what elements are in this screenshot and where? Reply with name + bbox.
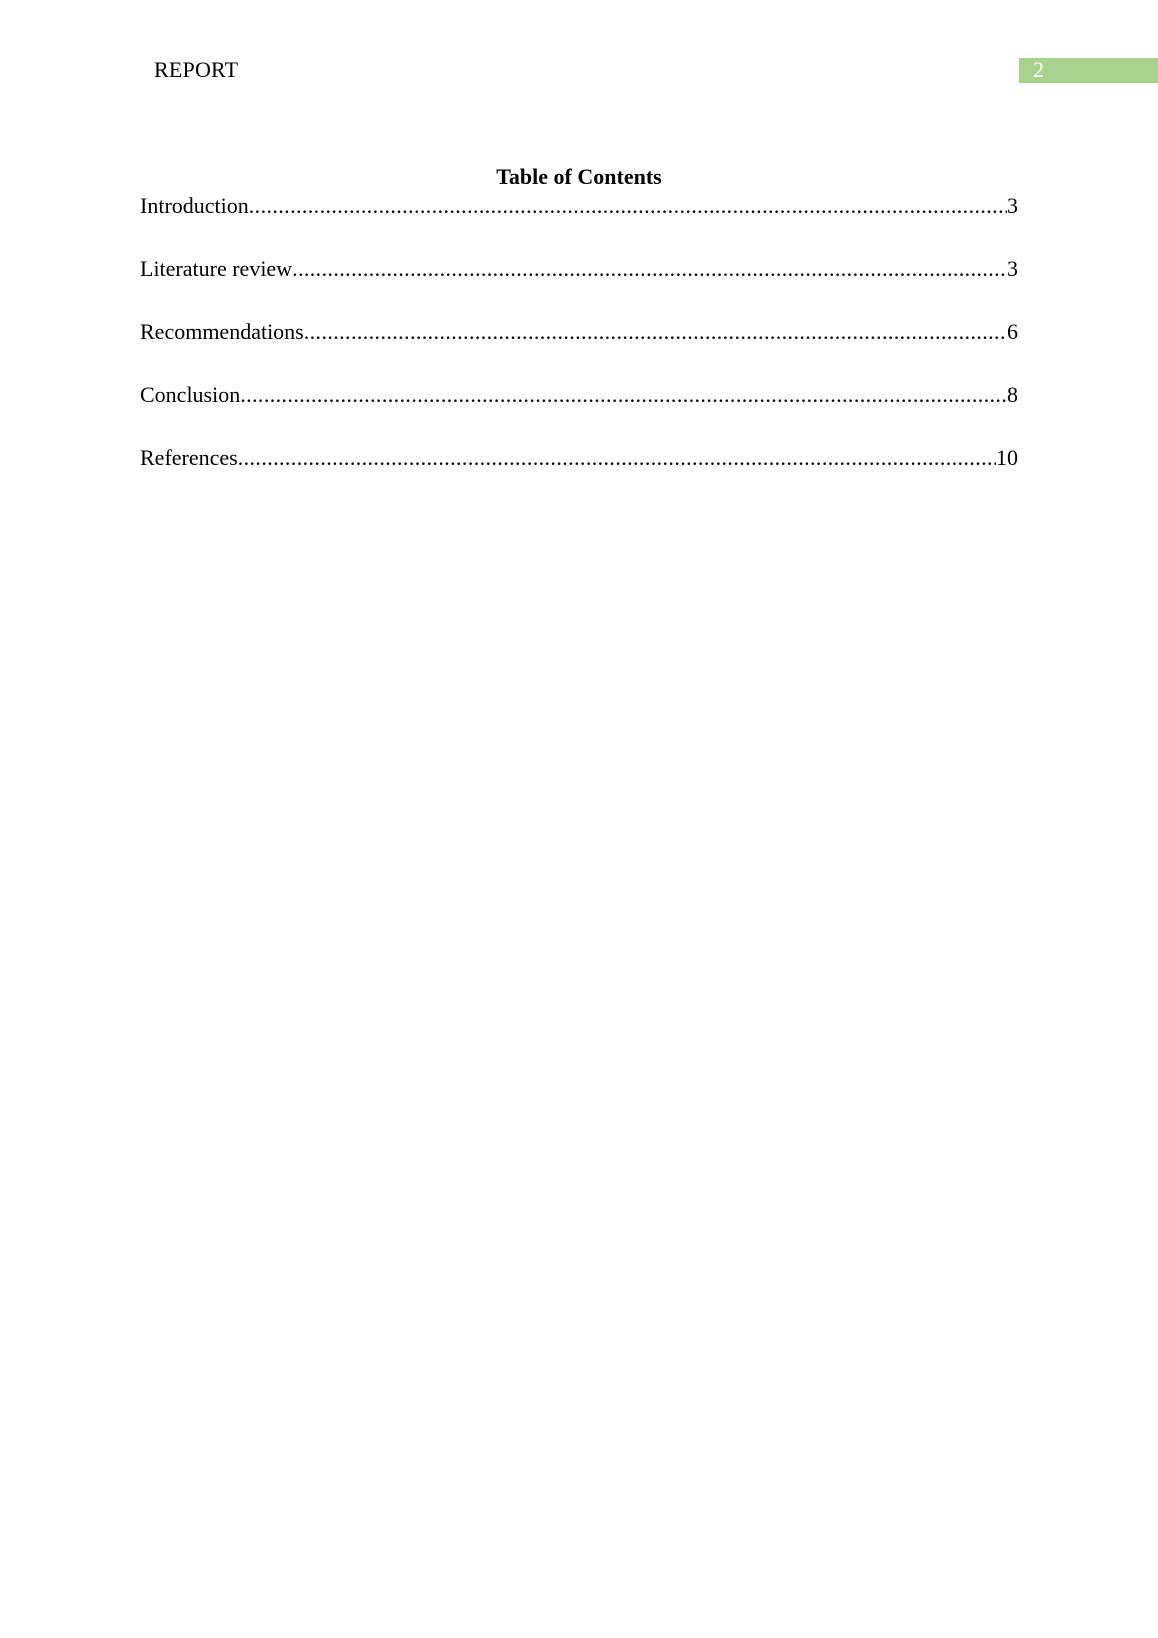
toc-entry-page: 3 (1007, 256, 1018, 281)
toc-entry-page: 3 (1007, 193, 1018, 218)
toc-entry-label: Conclusion (140, 382, 241, 407)
toc-entry-label: Recommendations (140, 319, 304, 344)
page-number: 2 (1033, 57, 1044, 82)
toc-heading: Table of Contents (496, 164, 662, 189)
toc-dot-leader (249, 192, 1007, 220)
toc-entry-label: Literature review (140, 256, 293, 281)
toc-dot-leader (304, 318, 1007, 346)
toc-entry-references[interactable] (140, 444, 1018, 472)
toc-entry-introduction[interactable] (140, 192, 1018, 220)
toc-dot-leader (238, 444, 996, 472)
toc-entry-page: 8 (1007, 382, 1018, 407)
toc-entry-recommendations[interactable] (140, 318, 1018, 346)
table-of-contents (140, 192, 1018, 507)
toc-entry-conclusion[interactable] (140, 381, 1018, 409)
toc-entry-literature-review[interactable] (140, 255, 1018, 283)
running-header-title: REPORT (154, 57, 239, 82)
toc-entry-page: 6 (1007, 319, 1018, 344)
toc-entry-label: References (140, 445, 238, 470)
toc-dot-leader (240, 381, 1007, 409)
page-number-badge (1019, 58, 1158, 83)
toc-dot-leader (292, 255, 1007, 283)
toc-entry-page: 10 (996, 445, 1018, 470)
toc-entry-label: Introduction (140, 193, 249, 218)
